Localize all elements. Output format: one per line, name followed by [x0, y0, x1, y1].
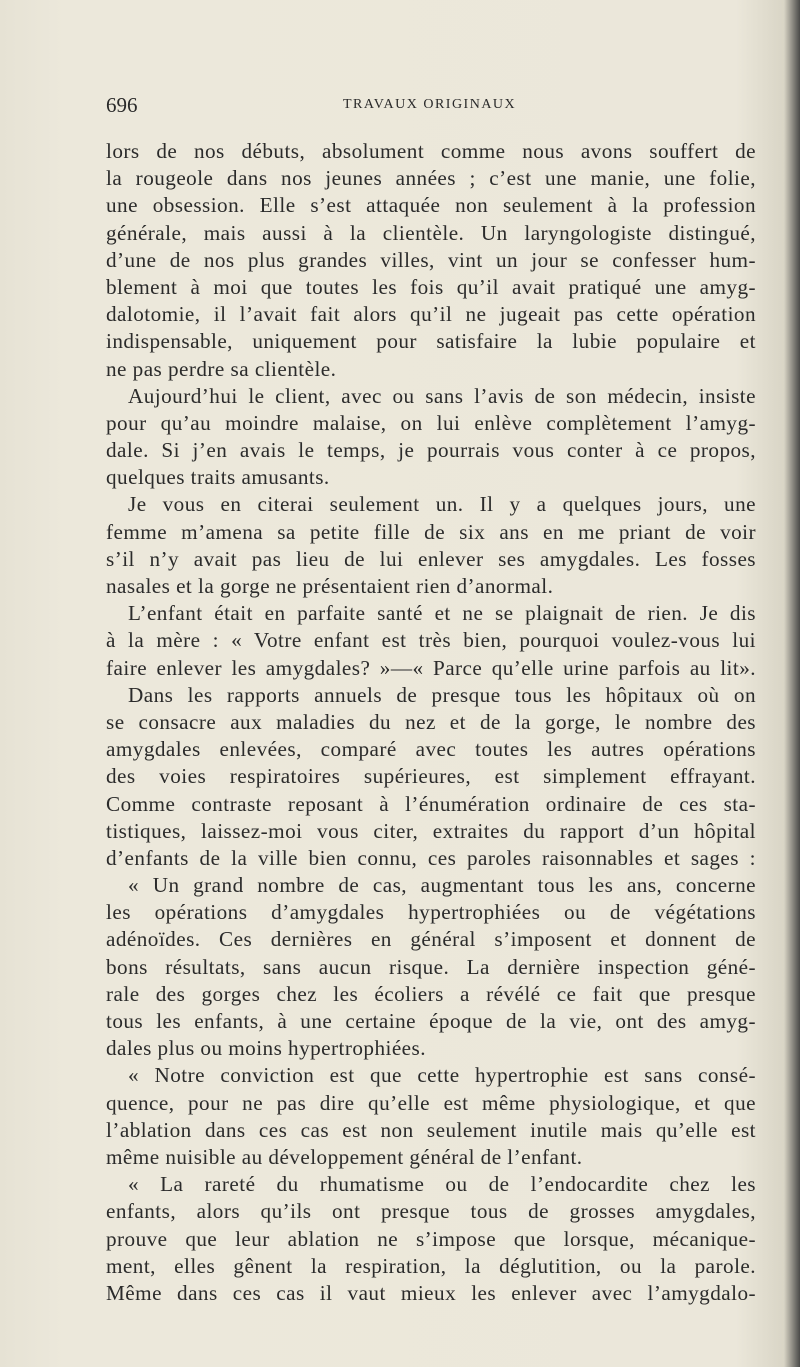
text-line: une obsession. Elle s’est attaquée non seulement à la profession — [106, 193, 756, 218]
body-text — [106, 138, 756, 1307]
text-line: adénoïdes. Ces dernières en général s’imposent et donnent de — [106, 927, 756, 952]
text-line: « Notre conviction est que cette hypertrophie est sans consé- — [128, 1063, 756, 1088]
text-line: tistiques, laissez-moi vous citer, extraites du rapport d’un hôpital — [106, 818, 756, 843]
text-line: générale, mais aussi à la clientèle. Un laryngologiste distingué, — [106, 220, 756, 245]
text-line: la rougeole dans nos jeunes années ; c’est une manie, une folie, — [106, 166, 756, 191]
text-line: d’une de nos plus grandes villes, vint un jour se confesser hum- — [106, 247, 756, 272]
running-head: TRAVAUX ORIGINAUX — [343, 97, 517, 112]
text-line: nasales et la gorge ne présentaient rien d’anormal. — [106, 574, 554, 598]
text-line: d’enfants de la ville bien connu, ces paroles raisonnables et sages : — [106, 845, 756, 870]
text-line: indispensable, uniquement pour satisfaire la lubie populaire et — [106, 329, 756, 354]
text-line: même nuisible au développement général de l’enfant. — [106, 1144, 583, 1169]
text-line: à la mère : « Votre enfant est très bien, pourquoi voulez-vous lui — [106, 628, 756, 653]
text-line: dales plus ou moins hypertrophiées. — [106, 1036, 426, 1061]
text-line: ne pas perdre sa clientèle. — [106, 356, 337, 381]
text-line: Aujourd’hui le client, avec ou sans l’avis de son médecin, insiste — [128, 383, 756, 408]
text-line: s’il n’y avait pas lieu de lui enlever ses amygdales. Les fosses — [106, 546, 756, 571]
text-line: Dans les rapports annuels de presque tous les hôpitaux où on — [128, 682, 756, 707]
text-line: Je vous en citerai seulement un. Il y a quelques jours, une — [128, 492, 756, 517]
text-line: L’enfant était en parfaite santé et ne se plaignait de rien. Je dis — [128, 601, 756, 626]
text-line: prouve que leur ablation ne s’impose que lorsque, mécanique- — [106, 1226, 756, 1251]
text-line: Comme contraste reposant à l’énumération ordinaire de ces sta- — [106, 791, 756, 816]
text-line: ment, elles gênent la respiration, la déglutition, ou la parole. — [106, 1253, 756, 1278]
page-header — [106, 93, 756, 123]
text-line: dale. Si j’en avais le temps, je pourrais vous conter à ce propos, — [106, 438, 756, 463]
page-number: 696 — [106, 93, 138, 117]
text-line: « Un grand nombre de cas, augmentant tous les ans, concerne — [128, 873, 756, 898]
text-line: faire enlever les amygdales? »—« Parce qu’elle urine parfois au lit». — [106, 655, 756, 680]
text-line: l’ablation dans ces cas est non seulement inutile mais qu’elle est — [106, 1117, 756, 1142]
text-line: femme m’amena sa petite fille de six ans en me priant de voir — [106, 519, 756, 544]
text-line: se consacre aux maladies du nez et de la gorge, le nombre des — [106, 709, 756, 734]
text-line: pour qu’au moindre malaise, on lui enlève complètement l’amyg- — [106, 410, 756, 435]
text-line: quence, pour ne pas dire qu’elle est même physiologique, et que — [106, 1090, 756, 1115]
text-line: enfants, alors qu’ils ont presque tous de grosses amygdales, — [106, 1199, 756, 1224]
text-line: rale des gorges chez les écoliers a révélé ce fait que presque — [106, 981, 756, 1006]
text-line: amygdales enlevées, comparé avec toutes les autres opérations — [106, 737, 756, 762]
text-line: Même dans ces cas il vaut mieux les enlever avec l’amygdalo- — [106, 1280, 756, 1305]
text-line: blement à moi que toutes les fois qu’il avait pratiqué une amyg- — [106, 274, 756, 299]
text-line: des voies respiratoires supérieures, est simplement effrayant. — [106, 764, 756, 789]
text-line: dalotomie, il l’avait fait alors qu’il ne jugeait pas cette opération — [106, 302, 756, 327]
text-line: lors de nos débuts, absolument comme nous avons souffert de — [106, 139, 756, 163]
text-line: les opérations d’amygdales hypertrophiées ou de végétations — [106, 900, 756, 925]
text-line: bons résultats, sans aucun risque. La dernière inspection géné- — [106, 954, 756, 979]
text-line: « La rareté du rhumatisme ou de l’endocardite chez les — [128, 1172, 756, 1197]
text-line: tous les enfants, à une certaine époque de la vie, ont des amyg- — [106, 1009, 756, 1033]
text-line: quelques traits amusants. — [106, 465, 330, 490]
